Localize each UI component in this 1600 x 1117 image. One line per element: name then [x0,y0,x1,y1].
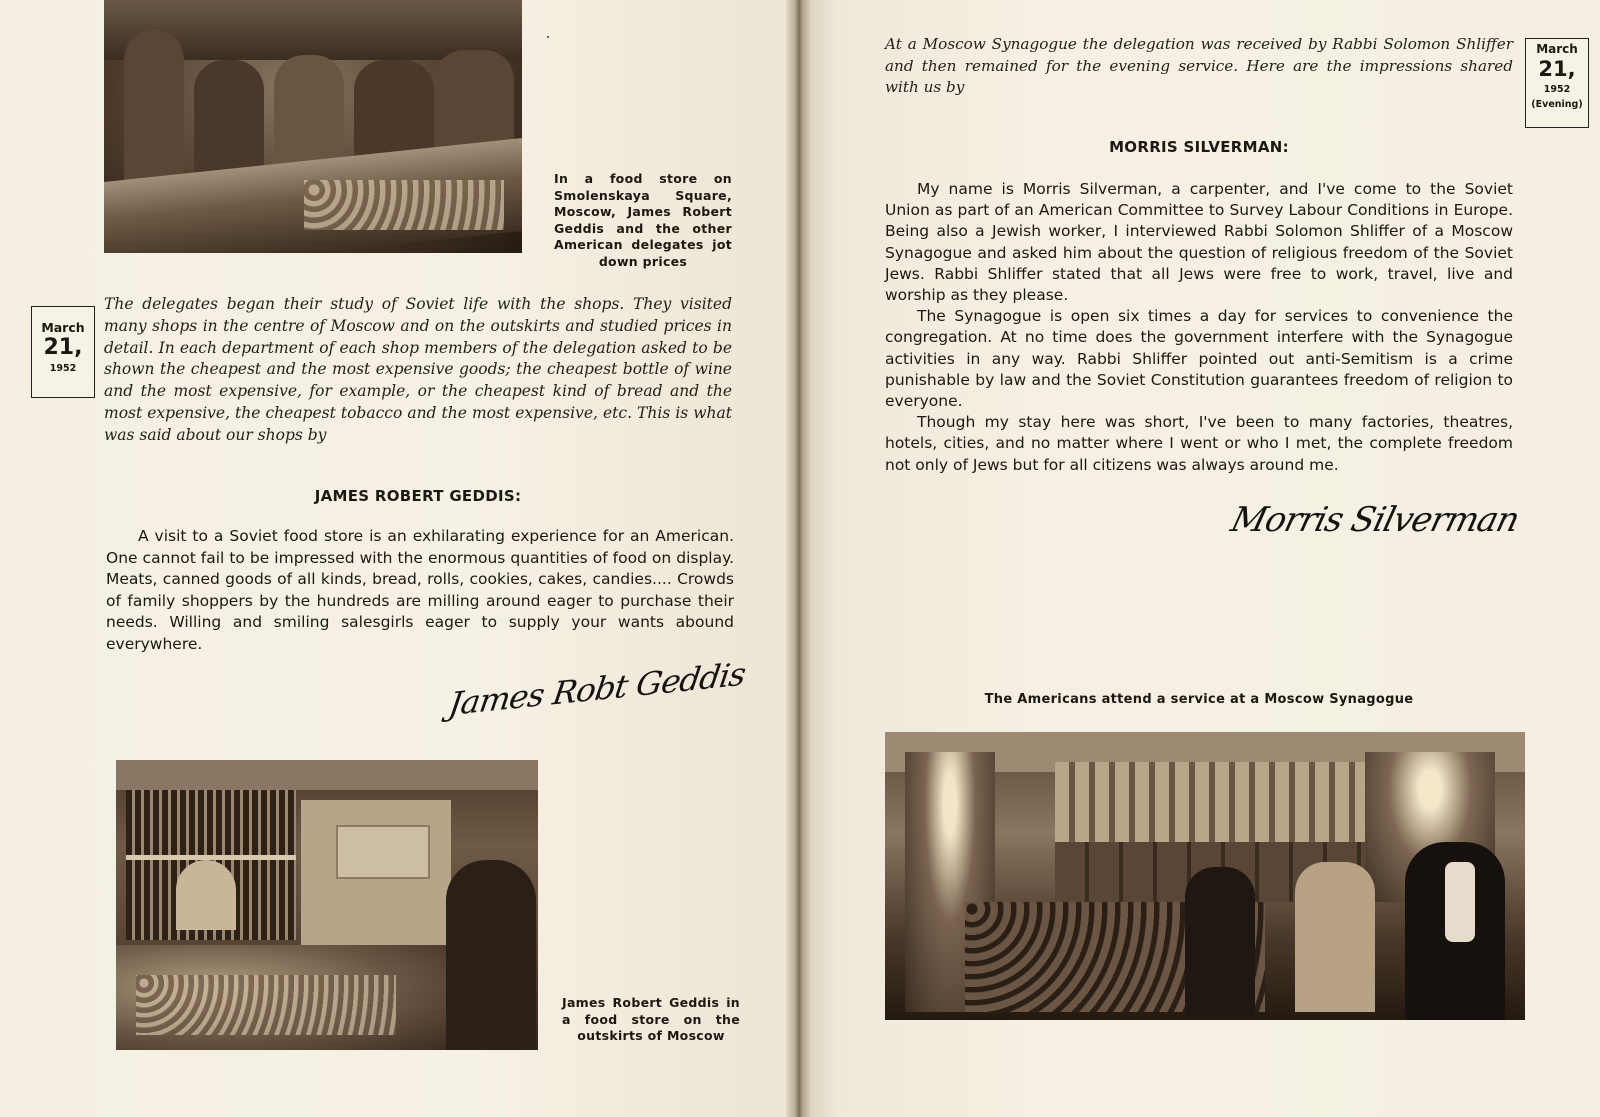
date-month: March [41,320,85,335]
statement-paragraph: My name is Morris Silverman, a carpenter, and I've come to the Soviet Union as part of an American Committee to Survey Labour Conditions in Europe. Being also a Jewish worker, I interviewed Rabbi Solomon Shliffer of a Moscow Synagogue and asked him about the question of religious freedom of the Soviet Jews. Rabbi Shliffer stated that all Jews were free to work, travel, live and worship as they please. [885,180,1513,305]
photo-caption-outskirts: James Robert Geddis in a food store on the outskirts of Moscow [562,995,740,1043]
photo-geddis-in-store [116,760,538,1050]
signature-silverman: Morris Silverman [1227,500,1523,540]
date-box-right [1525,38,1589,128]
photo-synagogue-service [885,732,1525,1020]
photo-caption-smolenskaya: In a food store on Smolenskaya Square, Moscow, James Robert Geddis and the other American delegates jot down prices [554,171,732,269]
speaker-silverman: MORRIS SILVERMAN: [1109,138,1289,156]
photo-caption-synagogue: The Americans attend a service at a Moscow Synagogue [984,692,1414,707]
date-evening: (Evening) [1531,99,1583,110]
book-gutter [786,0,812,1117]
speaker-geddis: JAMES ROBERT GEDDIS: [314,487,522,505]
date-day: 21, [1538,57,1576,81]
date-day: 21, [43,335,83,360]
date-year: 1952 [1543,84,1571,95]
date-year: 1952 [49,363,77,374]
signature-geddis: James Robt Geddis [446,654,748,724]
statement-paragraph: Though my stay here was short, I've been to many factories, theatres, hotels, cities, and no matter where I went or who I met, the complete freedom not only of Jews but for all citizens was always around me. [885,413,1513,474]
intro-left: The delegates began their study of Soviet life with the shops. They visited many shops in the centre of Moscow and on the outskirts and studied prices in detail. In each department of each shop members of the delegation asked to be shown the cheapest and the most expensive goods; the cheapest bottle of wine and the most expensive, for example, or the cheapest kind of bread and the most expensive, the cheapest tobacco and the most expensive, etc. This is what was said about our shops by [104,295,732,444]
statement-geddis-text: A visit to a Soviet food store is an exhilarating experience for an American. One cannot fail to be impressed with the enormous quantities of food on display. Meats, canned goods of all kinds, bread, rolls, cookies, cakes, candies.... Crowds of family shoppers by the hundreds are milling around eager to purchase their needs. Willing and smiling salesgirls eager to supply your wants abound everywhere. [106,527,734,653]
date-box-left [31,306,95,398]
photo-shoppers-at-counter [104,0,522,253]
date-month: March [1536,42,1578,56]
print-speck [547,36,549,38]
statement-geddis [106,526,734,655]
statement-silverman [885,179,1513,476]
intro-right: At a Moscow Synagogue the delegation was received by Rabbi Solomon Shliffer and then remained for the evening service. Here are the impressions shared with us by [885,35,1513,96]
statement-paragraph: The Synagogue is open six times a day for services to convenience the congregation. At no time does the government interfere with the Synagogue activities in any way. Rabbi Shliffer pointed out anti-Semitism is a crime punishable by law and the Soviet Constitution guarantees freedom of religion to everyone. [885,307,1513,411]
